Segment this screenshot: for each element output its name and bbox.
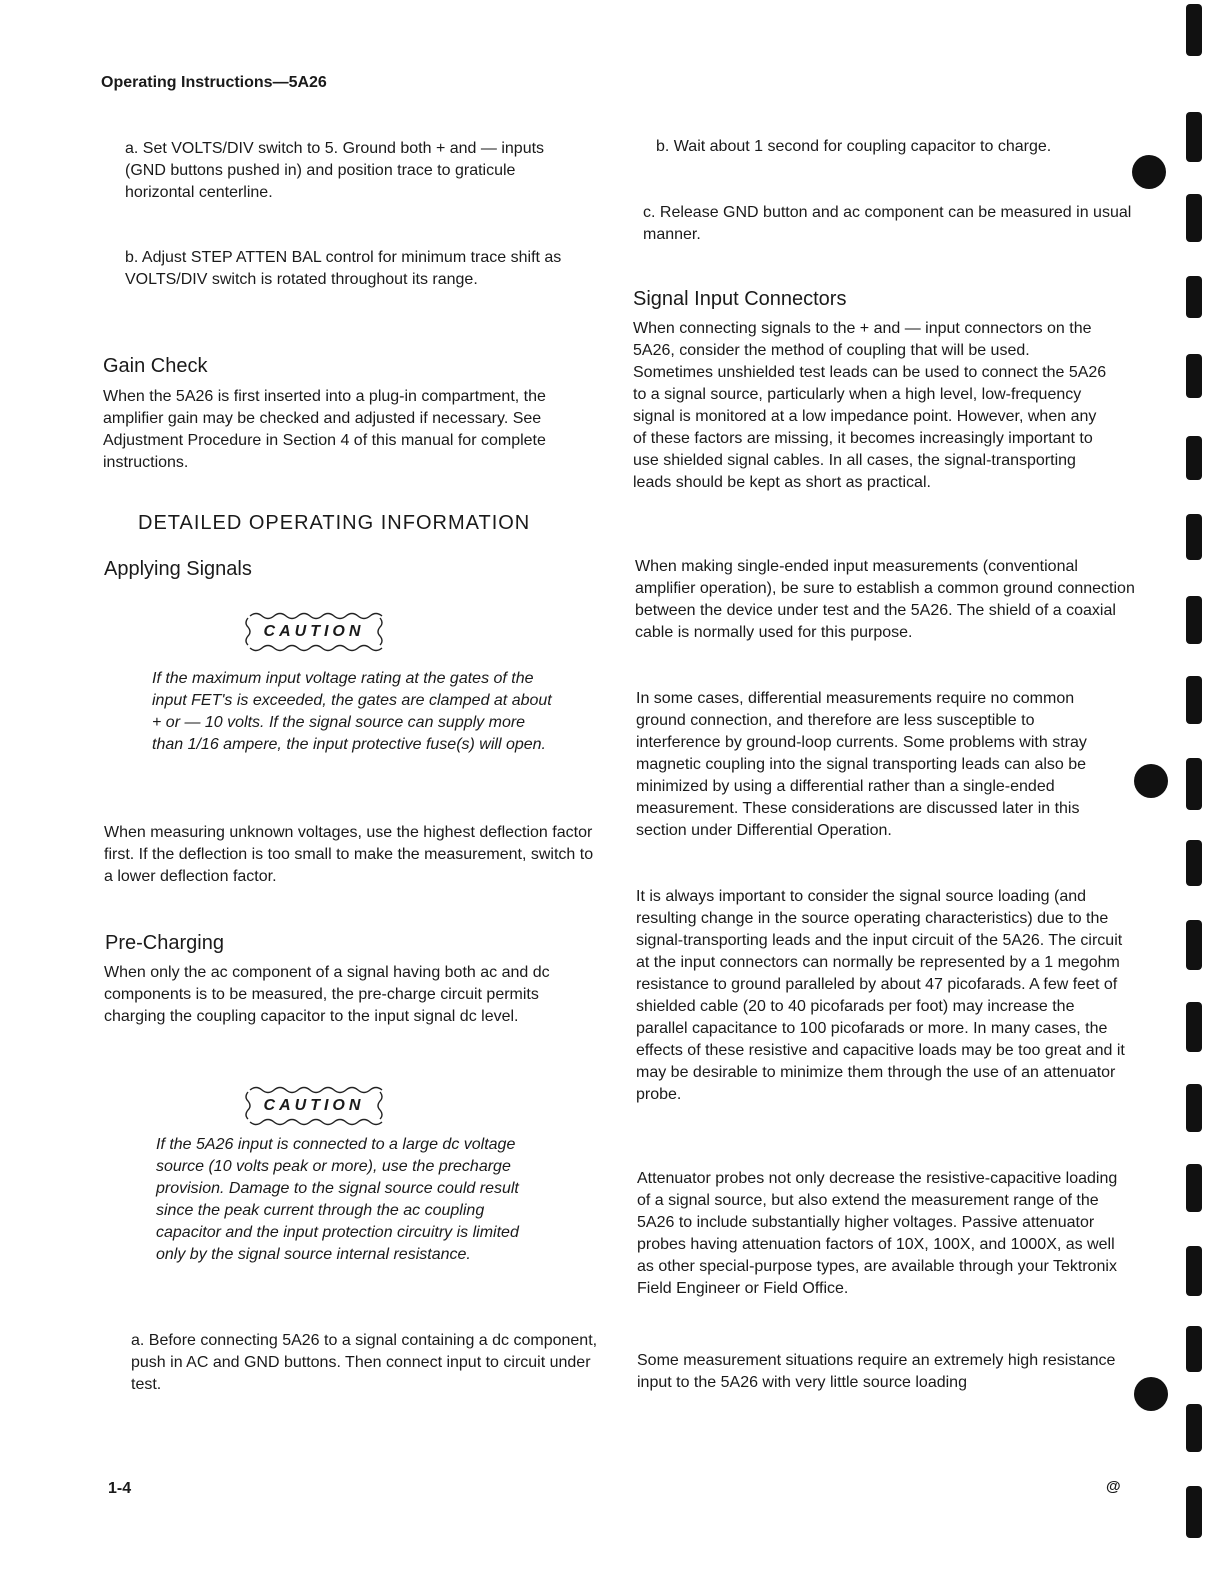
change-bar xyxy=(1186,1002,1202,1052)
pre-charging-heading: Pre-Charging xyxy=(105,932,224,954)
caution-box-1 xyxy=(244,610,384,654)
change-bar xyxy=(1186,1326,1202,1372)
page-header: Operating Instructions—5A26 xyxy=(101,74,327,91)
change-bar xyxy=(1186,354,1202,398)
signal-input-p4: It is always important to consider the signal source loading (and resulting change in the source operating characteristics) due to the signal-transporting leads and the input circuit of the 5A26. The circuit at the input connectors can normally be represented by a 1 megohm resistance to ground paralleled by about 47 picofarads. A few feet of shielded cable (20 to 40 picofarads per foot) may increase the parallel capacitance to 100 picofarads or more. In many cases, the effects of these resistive and capacitive loads may be too great and it may be desirable to minimize them through the use of an attenuator probe. xyxy=(636,888,1125,1103)
publisher-mark: @ xyxy=(1106,1478,1121,1495)
step-a-balance: a. Set VOLTS/DIV switch to 5. Ground both + and — inputs (GND buttons pushed in) and position trace to graticule horizontal centerline. xyxy=(125,140,545,201)
change-bar xyxy=(1186,4,1202,56)
change-bar xyxy=(1186,436,1202,480)
signal-input-p6: Some measurement situations require an extremely high resistance input to the 5A26 with very little source loading xyxy=(637,1352,1116,1391)
caution-text-1: If the maximum input voltage rating at the gates of the input FET's is exceeded, the gates are clamped at about + or — 10 volts. If the signal source can supply more than 1/16 ampere, the input protective fuse(s) will open. xyxy=(152,670,552,753)
pre-charging-text: When only the ac component of a signal having both ac and dc components is to be measured, the pre-charge circuit permits charging the coupling capacitor to the input signal dc level. xyxy=(104,964,550,1025)
signal-input-heading: Signal Input Connectors xyxy=(633,288,847,310)
caution-label-2: CAUTION xyxy=(263,1097,365,1114)
signal-input-p3: In some cases, differential measurements require no common ground connection, and therefore are less susceptible to interference by ground-loop currents. Some problems with stray magnetic coupling into the signal transporting leads can also be minimized by using a differential rather than a single-ended measurement. These considerations are discussed later in this section under Differential Operation. xyxy=(636,690,1087,839)
revision-dot xyxy=(1132,155,1166,189)
revision-dot xyxy=(1134,764,1168,798)
change-bar xyxy=(1186,1246,1202,1296)
change-bar xyxy=(1186,1164,1202,1212)
change-bar xyxy=(1186,676,1202,724)
change-bar xyxy=(1186,112,1202,162)
signal-input-p2: When making single-ended input measurements (conventional amplifier operation), be sure to establish a common ground connection between the device under test and the 5A26. The shield of a coaxial cable is normally used for this purpose. xyxy=(635,558,1135,641)
detailed-info-heading: DETAILED OPERATING INFORMATION xyxy=(138,512,531,534)
step-b-wait: b. Wait about 1 second for coupling capacitor to charge. xyxy=(656,138,1052,155)
change-bar xyxy=(1186,276,1202,318)
step-a-precharge: a. Before connecting 5A26 to a signal containing a dc component, push in AC and GND buttons. Then connect input to circuit under test. xyxy=(131,1332,598,1393)
change-bar xyxy=(1186,1404,1202,1452)
caution-box-2 xyxy=(244,1084,384,1128)
gain-check-heading: Gain Check xyxy=(103,355,208,377)
measuring-unknown-text: When measuring unknown voltages, use the highest deflection factor first. If the deflection is too small to make the measurement, switch to a lower deflection factor. xyxy=(104,824,594,885)
change-bar xyxy=(1186,514,1202,560)
step-b-balance: b. Adjust STEP ATTEN BAL control for minimum trace shift as VOLTS/DIV switch is rotated throughout its range. xyxy=(125,249,562,288)
revision-dot xyxy=(1134,1377,1168,1411)
change-bar xyxy=(1186,596,1202,644)
caution-label-1: CAUTION xyxy=(263,623,365,640)
change-bar xyxy=(1186,758,1202,810)
page-number: 1-4 xyxy=(108,1480,132,1497)
signal-input-p5: Attenuator probes not only decrease the resistive-capacitive loading of a signal source, but also extend the measurement range of the 5A26 to include substantially higher voltages. Passive attenuator probes having attenuation factors of 10X, 100X, and 1000X, as well as other special-purpose types, are available through your Tektronix Field Engineer or Field Office. xyxy=(637,1170,1118,1297)
change-bar xyxy=(1186,1486,1202,1538)
caution-text-2: If the 5A26 input is connected to a large dc voltage source (10 volts peak or more), use the precharge provision. Damage to the signal source could result since the peak current through the ac coupling capacitor and the input protection circuitry is limited only by the signal source internal resistance. xyxy=(156,1136,519,1263)
signal-input-p1: When connecting signals to the + and — input connectors on the 5A26, consider the method of coupling that will be used. Sometimes unshielded test leads can be used to connect the 5A26 to a signal source, particularly when a high level, low-frequency signal is monitored at a low impedance point. However, when any of these factors are missing, it becomes increasingly important to use shielded signal cables. In all cases, the signal-transporting leads should be kept as short as practical. xyxy=(633,320,1107,491)
change-bar xyxy=(1186,1084,1202,1132)
applying-signals-heading: Applying Signals xyxy=(104,558,252,580)
change-bar xyxy=(1186,840,1202,886)
change-bar xyxy=(1186,194,1202,242)
step-c-release: c. Release GND button and ac component can be measured in usual manner. xyxy=(643,204,1132,243)
gain-check-text: When the 5A26 is first inserted into a plug-in compartment, the amplifier gain may be checked and adjusted if necessary. See Adjustment Procedure in Section 4 of this manual for complete instructions. xyxy=(103,388,546,471)
change-bar xyxy=(1186,920,1202,970)
